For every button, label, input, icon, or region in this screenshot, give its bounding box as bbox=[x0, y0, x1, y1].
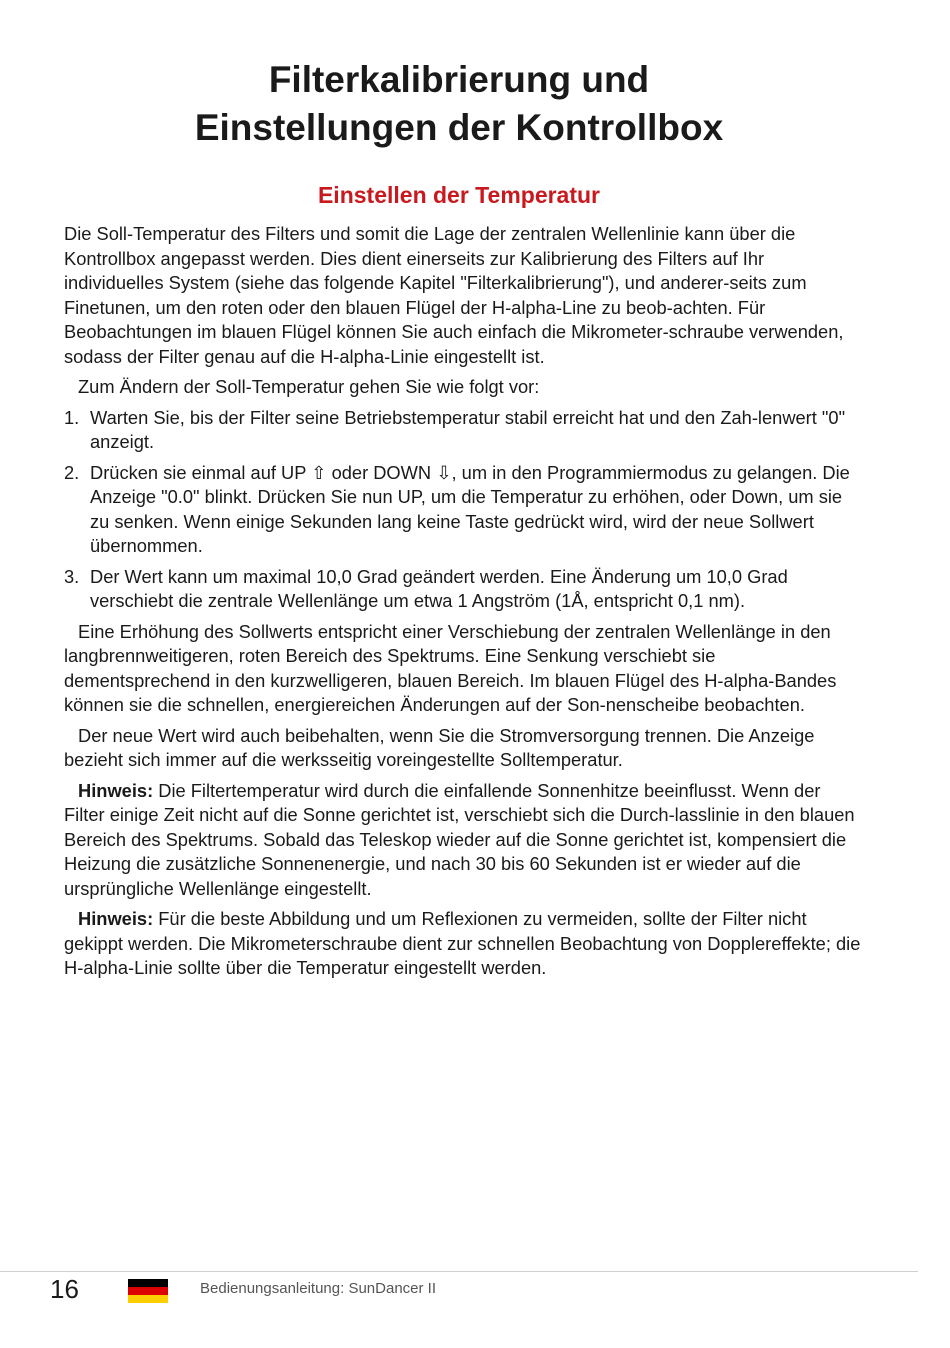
list-item-number: 2. bbox=[64, 461, 80, 483]
flag-stripe-gold bbox=[128, 1295, 168, 1303]
page-title-line-2: Einstellungen der Kontrollbox bbox=[194, 107, 724, 148]
body-text bbox=[64, 222, 864, 987]
german-flag-icon bbox=[128, 1279, 168, 1303]
note-paragraph-temperature bbox=[64, 779, 864, 902]
value-retained-paragraph: Der neue Wert wird auch beibehalten, wenn Sie die Stromversorgung trennen. Die Anzeige bezieht sich immer auf die werksseitig voreingestellte Solltemperatur. bbox=[64, 724, 815, 770]
flag-stripe-black bbox=[128, 1279, 168, 1287]
list-item bbox=[64, 406, 864, 455]
steps-list bbox=[64, 406, 864, 614]
flag-stripe-red bbox=[128, 1287, 168, 1295]
page-number: 16 bbox=[50, 1274, 79, 1304]
list-item-text: Warten Sie, bis der Filter seine Betriebstemperatur stabil erreicht hat und den Zah-lenwert "0" anzeigt. bbox=[90, 406, 846, 452]
page-title-line-1: Filterkalibrierung und bbox=[268, 59, 650, 100]
list-item-text: Drücken sie einmal auf UP ⇧ oder DOWN ⇩, um in den Programmiermodus zu gelangen. Die Anzeige "0.0" blinkt. Drücken Sie nun UP, um die Temperatur zu erhöhen, oder Down, um sie zu senken. Wenn einige Sekunden lang keine Taste gedrückt wird, wird der neue Sollwert übernommen. bbox=[90, 461, 850, 556]
list-item bbox=[64, 565, 864, 614]
note-paragraph-tilt bbox=[64, 907, 864, 981]
intro-paragraph: Die Soll-Temperatur des Filters und somit die Lage der zentralen Wellenlinie kann über die Kontrollbox angepasst werden. Dies dient einerseits zur Kalibrierung des Filters auf Ihr individuelles System (siehe das folgende Kapitel "Filterkalibrierung"), und anderer-seits zum Finetunen, um den roten oder den blauen Flügel der H-alpha-Line zu beob-achten. Für Beobachtungen im blauen Flügel können Sie auch einfach die Mikrometer-schraube verwenden, sodass der Filter genau auf die H-alpha-Linie eingestellt ist. bbox=[64, 223, 844, 367]
footer-divider bbox=[0, 1271, 918, 1272]
note-label: Hinweis: bbox=[78, 908, 154, 929]
steps-lead-paragraph: Zum Ändern der Soll-Temperatur gehen Sie wie folgt vor: bbox=[78, 376, 540, 397]
manual-title: Bedienungsanleitung: SunDancer II bbox=[200, 1280, 437, 1297]
page-title bbox=[0, 56, 918, 152]
list-item bbox=[64, 461, 864, 559]
list-item-text: Der Wert kann um maximal 10,0 Grad geändert werden. Eine Änderung um 10,0 Grad verschiebt die zentrale Wellenlänge um etwa 1 Angström (1Å, entspricht 0,1 nm). bbox=[90, 565, 788, 611]
list-item-number: 3. bbox=[64, 565, 80, 587]
section-heading: Einstellen der Temperatur bbox=[317, 182, 601, 208]
wavelength-shift-paragraph: Eine Erhöhung des Sollwerts entspricht einer Verschiebung der zentralen Wellenlänge in den langbrennweitigeren, roten Bereich des Spektrums. Eine Senkung verschiebt sie dementsprechend in den kurzwelligeren, blauen Bereich. Im blauen Flügel des H-alpha-Bandes können sie die schnellen, energiereichen Änderungen auf der Son-nenscheibe beobachten. bbox=[64, 620, 837, 715]
list-item-number: 1. bbox=[64, 406, 80, 428]
note-label: Hinweis: bbox=[78, 779, 154, 801]
note-text: Die Filtertemperatur wird durch die einfallende Sonnenhitze beeinflusst. Wenn der Filter einige Zeit nicht auf die Sonne gerichtet ist, verschiebt sich die Durch-lasslinie in den blauen Bereich des Spektrums. Sobald das Teleskop wieder auf die Sonne gerichtet ist, kompensiert die Heizung die zusätzliche Sonnenenergie, und nach 30 bis 60 Sekunden ist er wieder auf die ursprüngliche Wellenlänge eingestellt. bbox=[64, 779, 855, 899]
note-text: Für die beste Abbildung und um Reflexionen zu vermeiden, sollte der Filter nicht gekippt werden. Die Mikrometerschraube dient zur schnellen Beobachtung von Dopplereffekte; die H-alpha-Linie sollte über die Temperatur eingestellt werden. bbox=[64, 908, 861, 978]
